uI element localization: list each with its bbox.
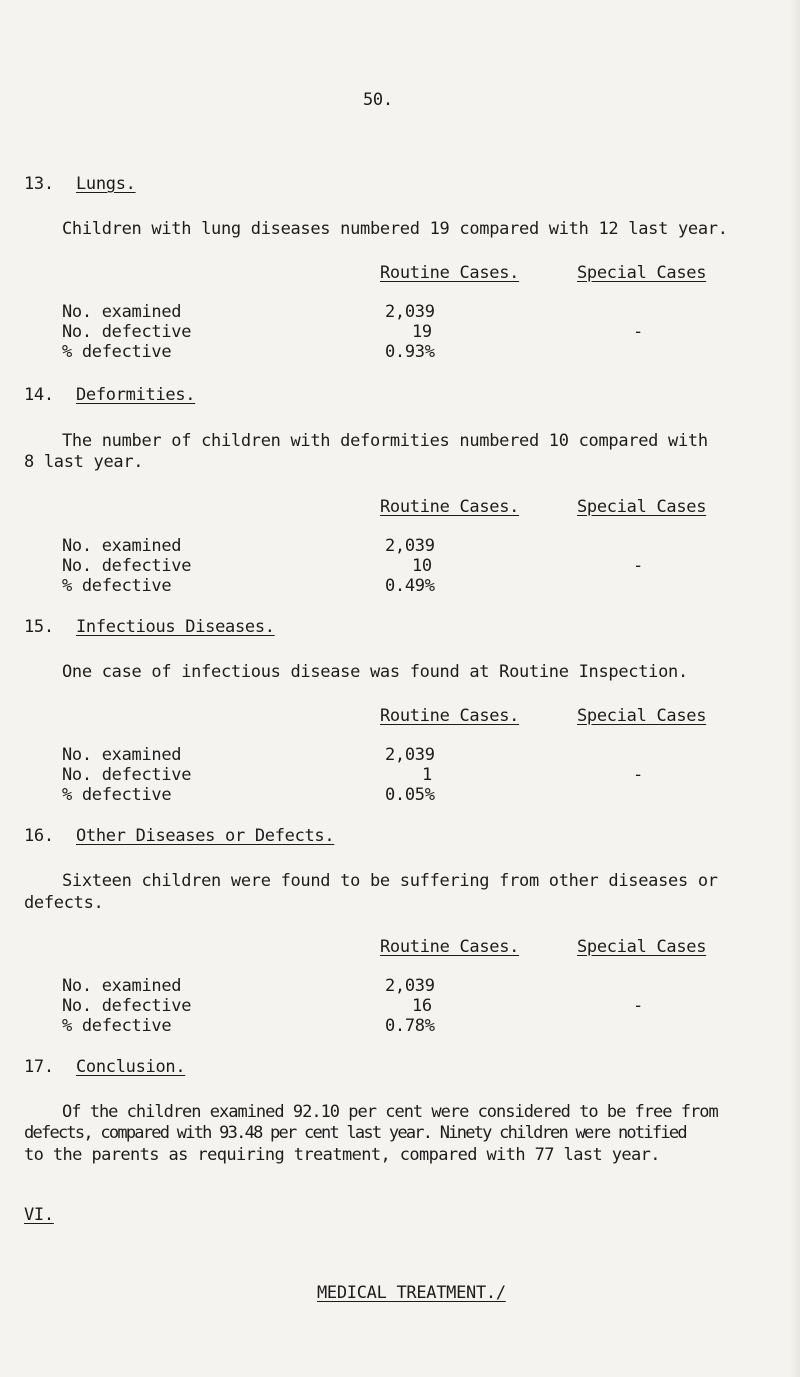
section-13-row-routine: 2,039 [385,302,435,322]
section-13-col-routine: Routine Cases. [380,263,520,283]
section-16-number: 16. [24,826,54,846]
section-17-text: to the parents as requiring treatment, compared with 77 last year. [24,1145,660,1165]
section-16-col-routine: Routine Cases. [380,937,520,957]
section-16-row-routine: 16 [412,996,432,1016]
section-13-row-routine: 0.93% [385,342,435,362]
section-13-row-routine: 19 [412,322,432,342]
section-15-col-special: Special Cases [577,706,707,726]
section-15-row-label: % defective [62,785,172,805]
section-16-row-label: % defective [62,1016,172,1036]
section-14-row-label: % defective [62,576,172,596]
section-14-number: 14. [24,385,54,405]
section-14-row-routine: 10 [412,556,432,576]
section-16-row-routine: 0.78% [385,1016,435,1036]
section-15-row-routine: 0.05% [385,785,435,805]
section-14-text: The number of children with deformities numbered 10 compared with [62,431,708,451]
section-15-text: One case of infectious disease was found at Routine Inspection. [62,662,688,682]
section-17-heading: Conclusion. [76,1057,186,1077]
page-number: 50. [363,90,393,110]
page-edge-shadow [790,0,800,1377]
section-14-row-label: No. defective [62,556,192,576]
section-14-heading: Deformities. [76,385,196,405]
section-15-row-routine: 1 [422,765,432,785]
section-14-col-routine: Routine Cases. [380,497,520,517]
section-13-heading: Lungs. [76,174,136,194]
section-16-heading: Other Diseases or Defects. [76,826,335,846]
section-13-row-label: No. defective [62,322,192,342]
section-16-row-special: - [633,996,643,1016]
section-15-row-label: No. defective [62,765,192,785]
section-16-text: defects. [24,893,104,913]
section-15-heading: Infectious Diseases. [76,617,275,637]
section-14-col-special: Special Cases [577,497,707,517]
section-13-col-special: Special Cases [577,263,707,283]
section-15-row-special: - [633,765,643,785]
section-15-row-label: No. examined [62,745,182,765]
section-16-text: Sixteen children were found to be suffering from other diseases or [62,871,718,891]
section-14-row-routine: 2,039 [385,536,435,556]
section-13-row-label: % defective [62,342,172,362]
section-13-row-special: - [633,322,643,342]
section-15-col-routine: Routine Cases. [380,706,520,726]
section-14-row-special: - [633,556,643,576]
section-17-text: Of the children examined 92.10 per cent were considered to be free from [62,1102,718,1122]
section-14-row-label: No. examined [62,536,182,556]
section-13-number: 13. [24,174,54,194]
section-16-row-label: No. examined [62,976,182,996]
section-13-text: Children with lung diseases numbered 19 compared with 12 last year. [62,219,728,239]
catchword: MEDICAL TREATMENT./ [317,1283,506,1303]
section-14-text: 8 last year. [24,452,144,472]
section-16-col-special: Special Cases [577,937,707,957]
section-17-number: 17. [24,1057,54,1077]
section-14-row-routine: 0.49% [385,576,435,596]
section-13-row-label: No. examined [62,302,182,322]
section-16-row-label: No. defective [62,996,192,1016]
next-section-number: VI. [24,1205,54,1225]
section-15-row-routine: 2,039 [385,745,435,765]
section-17-text: defects, compared with 93.48 per cent last year. Ninety children were notified [24,1123,686,1143]
section-16-row-routine: 2,039 [385,976,435,996]
section-15-number: 15. [24,617,54,637]
